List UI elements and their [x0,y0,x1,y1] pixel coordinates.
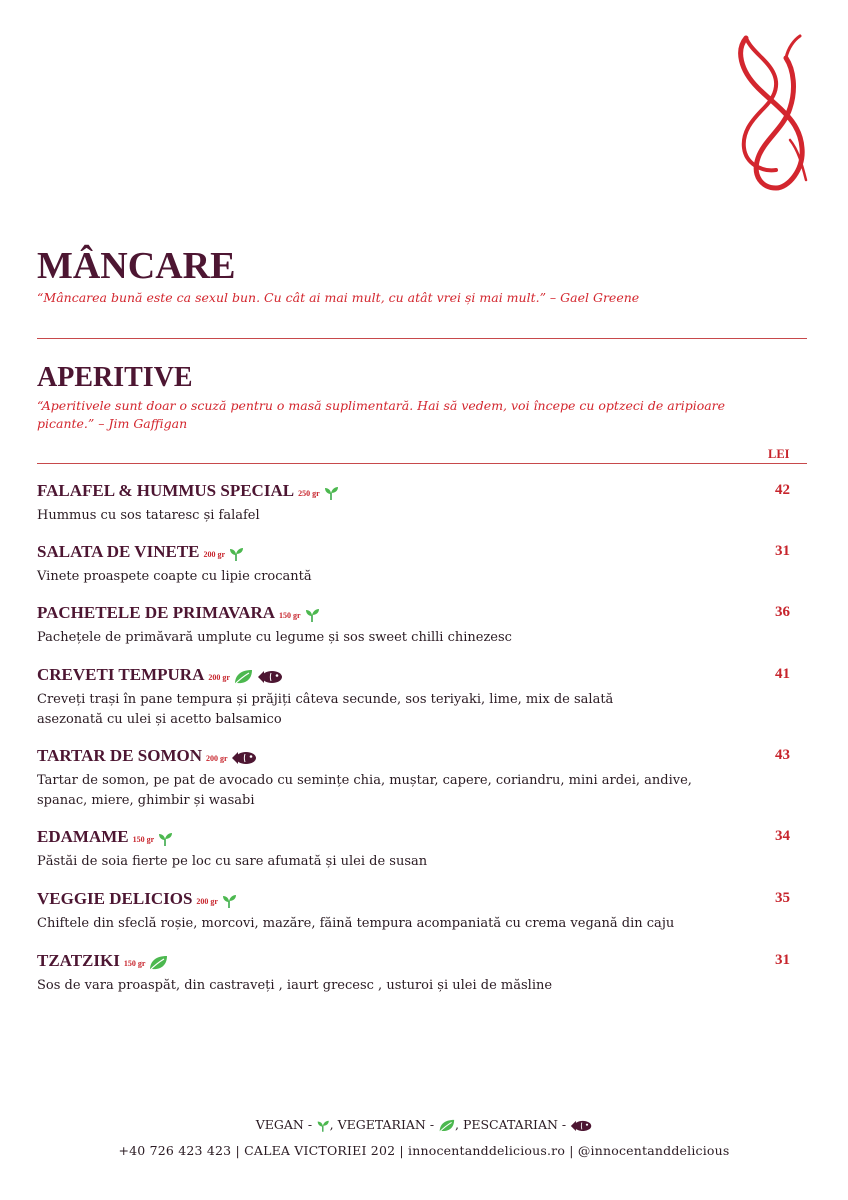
menu-item-description-line: Chiftele din sfeclă roșie, morcovi, mazăre, făină tempura acompaniată cu crema vegană din caju [37,916,675,931]
menu-item-description [37,914,737,934]
menu-item-description-line: Vinete proaspete coapte cu lipie crocantă [37,569,312,584]
pescatarian-fish-icon [231,751,261,765]
menu-item-description-line: Tartar de somon, pe pat de avocado cu semințe chia, muștar, capere, coriandru, mini ardei, andive, [37,773,692,788]
menu-item-description-line: Creveți trași în pane tempura și prăjiți câteva secunde, sos teriyaki, lime, mix de salată [37,692,614,707]
diet-legend [0,1116,848,1132]
section-title: MÂNCARE [37,245,236,287]
menu-item [37,602,807,648]
menu-item-grams: 150 gr [132,835,155,844]
menu-item-header [37,826,807,851]
menu-item-price: 31 [775,543,790,559]
menu-item-price: 35 [775,890,790,906]
category-quote-line1: “Aperitivele sunt doar o scuză pentru o masă suplimentară. Hai să vedem, voi începe cu optzeci de aripioare [37,398,726,413]
menu-item-name: SALATA DE VINETE [37,542,200,561]
menu-item-description [37,690,737,730]
menu-item-header [37,745,807,770]
menu-item [37,745,807,811]
pescatarian-fish-icon [570,1117,592,1132]
menu-item-name: VEGGIE DELICIOS [37,889,193,908]
menu-item-description [37,506,737,526]
category-quote-line2: picante.” – Jim Gaffigan [37,416,188,431]
menu-item-grams: 150 gr [123,959,146,968]
menu-item-header [37,602,807,627]
menu-item-header [37,541,807,566]
menu-item [37,826,807,872]
menu-item-description-line: Pachețele de primăvară umplute cu legume și sos sweet chilli chinezesc [37,630,512,645]
menu-item-price: 31 [775,952,790,968]
vegan-sprout-icon [304,607,324,623]
menu-item-price: 41 [775,666,790,682]
section-divider [37,338,807,339]
menu-item-name: PACHETELE DE PRIMAVARA [37,603,276,622]
menu-item-price: 34 [775,828,790,844]
legend-vegan-label: VEGAN - [255,1117,317,1132]
menu-item-description-line: Hummus cu sos tataresc și falafel [37,508,260,523]
vegan-sprout-icon [228,546,248,562]
menu-item-grams: 200 gr [203,550,226,559]
legend-vegetarian-label: , VEGETARIAN - [329,1117,439,1132]
menu-item-description [37,771,737,811]
menu-item-price: 43 [775,747,790,763]
category-title: APERITIVE [37,362,193,393]
diet-icons [233,669,287,685]
menu-item [37,664,807,730]
menu-item-description [37,976,737,996]
menu-item-grams: 250 gr [298,489,320,498]
vegan-sprout-icon [316,1117,330,1132]
legend-pescatarian-label: , PESCATARIAN - [455,1117,571,1132]
vegan-sprout-icon [157,831,177,847]
diet-icons [221,893,241,909]
menu-item-name: EDAMAME [37,827,129,846]
ampersand-logo-icon [728,30,818,195]
vegetarian-leaf-icon [438,1117,455,1132]
menu-item [37,480,807,526]
diet-icons [304,607,324,623]
vegan-sprout-icon [221,893,241,909]
vegetarian-leaf-icon [233,669,257,685]
pescatarian-fish-icon [257,670,287,684]
menu-item [37,541,807,587]
menu-item-description [37,567,737,587]
menu-item-name: CREVETI TEMPURA [37,665,205,684]
vegan-sprout-icon [323,485,343,501]
menu-item-description [37,628,737,648]
menu-item-header [37,950,807,975]
menu-item-description-line: Păstăi de soia fierte pe loc cu sare afumată și ulei de susan [37,854,428,869]
menu-item-grams: 200 gr [208,673,230,682]
menu-item-grams: 150 gr [279,611,301,620]
section-quote: “Mâncarea bună este ca sexul bun. Cu cât ai mai mult, cu atât vrei și mai mult.” – Gael Greene [37,290,640,305]
menu-item-name: TZATZIKI [37,951,120,970]
diet-icons [323,485,343,501]
menu-item-name: TARTAR DE SOMON [37,746,203,765]
menu-item [37,888,807,934]
diet-icons [148,955,172,971]
menu-item-price: 36 [775,604,790,620]
menu-item-header [37,888,807,913]
menu-item-header [37,664,807,689]
menu-item-price: 42 [775,482,790,498]
diet-icons [231,751,261,765]
menu-item-grams: 200 gr [206,754,228,763]
menu-item-grams: 200 gr [196,897,218,906]
menu-item [37,950,807,996]
diet-icons [228,546,248,562]
category-divider [37,463,807,464]
menu-item-description-line: Sos de vara proaspăt, din castraveți , iaurt grecesc , usturoi și ulei de măsline [37,978,553,993]
menu-item-description-line: asezonată cu ulei și acetto balsamico [37,712,282,727]
menu-item-description [37,852,737,872]
vegetarian-leaf-icon [148,955,172,971]
contact-footer: +40 726 423 423 | CALEA VICTORIEI 202 | innocentanddelicious.ro | @innocentanddelicious [118,1143,730,1158]
menu-item-description-line: spanac, miere, ghimbir și wasabi [37,793,255,808]
menu-item-name: FALAFEL & HUMMUS SPECIAL [37,481,295,500]
menu-item-header [37,480,807,505]
currency-label: LEI [768,447,790,461]
diet-icons [157,831,177,847]
